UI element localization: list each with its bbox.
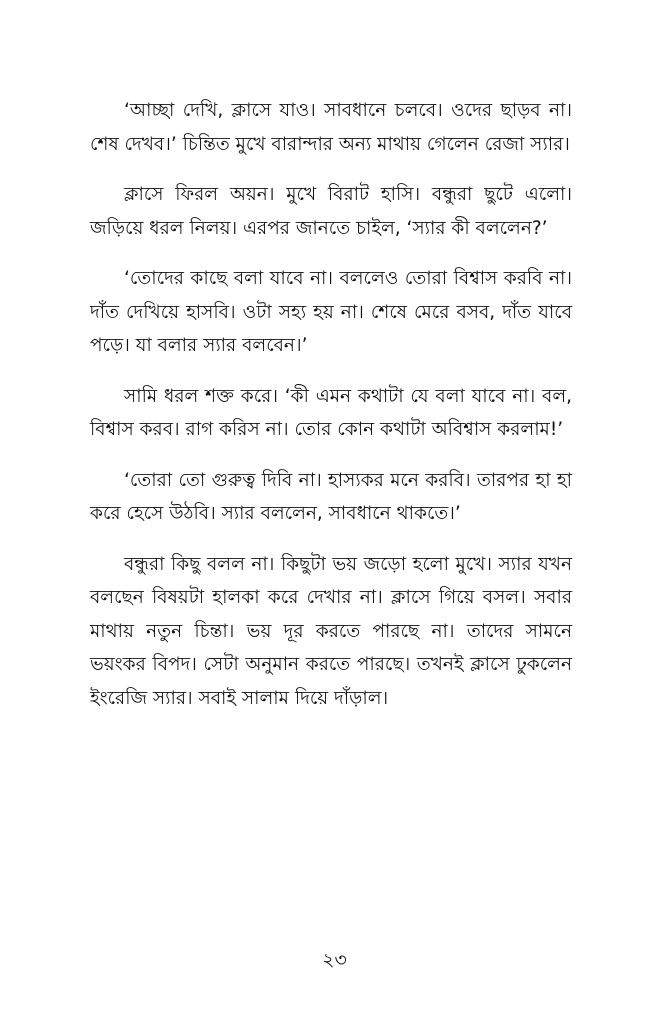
body-text [90, 94, 572, 732]
paragraph-6: বন্ধুরা কিছু বলল না। কিছুটা ভয় জড়ো হলো মুখে। স্যার যখন বলছেন বিষয়টা হালকা করে দেখার না। ক্লাসে গিয়ে বসল। সবার মাথায় নতুন চিন্তা। ভয় দূর করতে পারছে না। তাদের সামনে ভয়ংকর বিপদ। সেটা অনুমান করতে পারছে। তখনই ক্লাসে ঢুকলেন ইংরেজি স্যার। সবাই সালাম দিয়ে দাঁড়াল। [90, 553, 572, 709]
paragraph-2: ক্লাসে ফিরল অয়ন। মুখে বিরাট হাসি। বন্ধুরা ছুটে এলো। জড়িয়ে ধরল নিলয়। এরপর জানতে চাইল, ‘স্যার কী বললেন?’ [90, 184, 572, 239]
paragraph-3: ‘তোদের কাছে বলা যাবে না। বললেও তোরা বিশ্বাস করবি না। দাঁত দেখিয়ে হাসবি। ওটা সহ্য হয় না। শেষে মেরে বসব, দাঁত যাবে পড়ে। যা বলার স্যার বলবেন।’ [90, 268, 572, 356]
page-number: ২৩ [322, 949, 347, 971]
paragraph-4: সামি ধরল শক্ত করে। ‘কী এমন কথাটা যে বলা যাবে না। বল, বিশ্বাস করব। রাগ করিস না। তোর কোন কথাটা অবিশ্বাস করলাম!’ [90, 385, 572, 440]
paragraph-1: ‘আচ্ছা দেখি, ক্লাসে যাও। সাবধানে চলবে। ওদের ছাড়ব না। শেষ দেখব।’ চিন্তিত মুখে বারান্দার অন্য মাথায় গেলেন রেজা স্যার। [90, 100, 572, 155]
paragraph-5: ‘তোরা তো গুরুত্ব দিবি না। হাস্যকর মনে করবি। তারপর হা হা করে হেসে উঠবি। স্যার বললেন, সাবধানে থাকতে।’ [90, 469, 572, 524]
